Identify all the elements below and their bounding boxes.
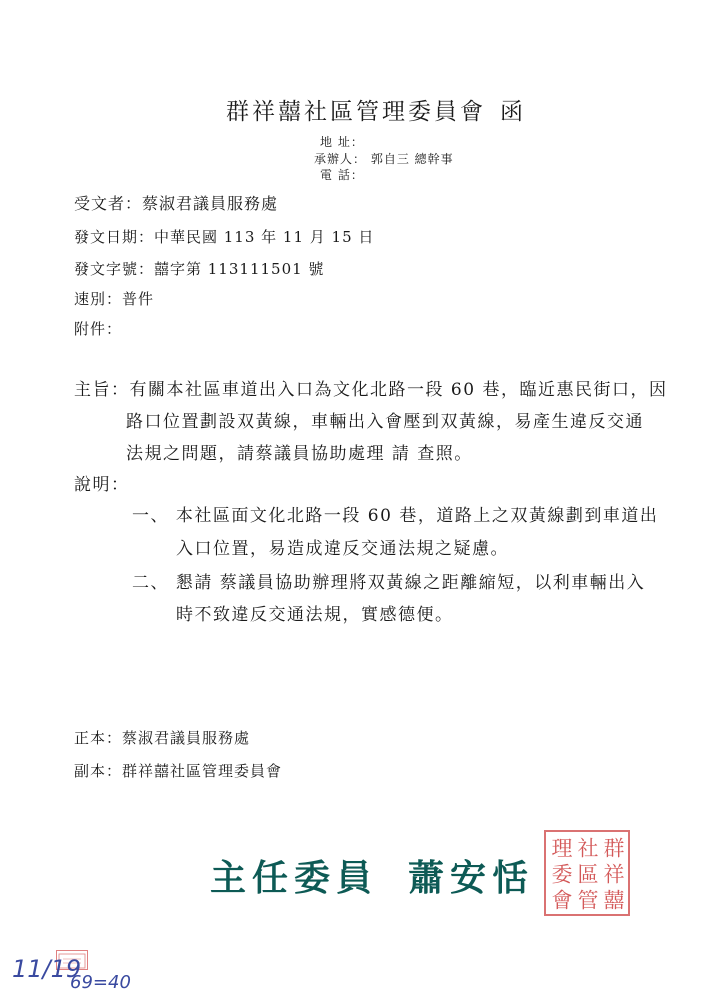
subject-line-3: 法規之問題，請蔡議員協助處理 請 查照。 bbox=[126, 444, 473, 464]
signature-name: 蕭安恬 bbox=[408, 858, 535, 899]
seal-char: 祥 bbox=[601, 862, 625, 884]
signature-block bbox=[210, 850, 534, 901]
doc-number-field: 發文字號：囍字第 113111501 號 bbox=[74, 260, 325, 278]
org-name: 群祥囍社區管理委員會 bbox=[226, 99, 486, 125]
seal-char: 囍 bbox=[601, 888, 625, 910]
handler-value: 郭自三 總幹事 bbox=[370, 152, 454, 166]
doc-type: 函 bbox=[500, 99, 526, 125]
seal-char: 理 bbox=[549, 836, 573, 858]
seal-char: 區 bbox=[575, 862, 599, 884]
official-seal bbox=[544, 830, 630, 916]
explanation-item-1-line-1: 一、 本社區面文化北路一段 60 巷，道路上之双黃線劃到車道出 bbox=[132, 506, 659, 526]
explanation-item-1-line-2: 入口位置，易造成違反交通法規之疑慮。 bbox=[176, 539, 509, 559]
document-title bbox=[226, 93, 526, 126]
phone-line bbox=[320, 166, 364, 183]
seal-char: 群 bbox=[601, 836, 625, 858]
subject-line-2: 路口位置劃設双黃線，車輛出入會壓到双黃線，易產生違反交通 bbox=[126, 412, 644, 432]
explanation-item-2-line-2: 時不致違反交通法規，實感德便。 bbox=[176, 605, 454, 625]
copy-recipient: 副本：群祥囍社區管理委員會 bbox=[74, 762, 283, 780]
seal-char: 委 bbox=[549, 862, 573, 884]
handwritten-note: 69=40 bbox=[70, 972, 131, 993]
seal-char: 會 bbox=[549, 888, 573, 910]
recipient-field: 受文者：蔡淑君議員服務處 bbox=[74, 194, 279, 213]
attachment-field: 附件： bbox=[74, 320, 123, 338]
seal-char: 社 bbox=[575, 836, 599, 858]
phone-label: 電 話： bbox=[320, 168, 364, 182]
handwritten-date: 11/19 bbox=[12, 955, 82, 983]
subject-line-1: 主旨：有關本社區車道出入口為文化北路一段 60 巷，臨近惠民街口，因 bbox=[74, 380, 668, 400]
date-field: 發文日期：中華民國 113 年 11 月 15 日 bbox=[74, 228, 375, 246]
seal-char: 管 bbox=[575, 888, 599, 910]
explanation-item-2-line-1: 二、 懇請 蔡議員協助辦理將双黃線之距離縮短，以利車輛出入 bbox=[132, 573, 646, 593]
original-recipient: 正本：蔡淑君議員服務處 bbox=[74, 729, 251, 747]
explanation-label: 說明： bbox=[74, 475, 130, 495]
address-line bbox=[320, 133, 364, 150]
address-label: 地 址： bbox=[320, 135, 364, 149]
speed-field: 速別：普件 bbox=[74, 290, 155, 308]
signature-title: 主任委員 bbox=[210, 858, 379, 899]
handler-line bbox=[314, 150, 454, 167]
handler-label: 承辦人： bbox=[314, 152, 367, 166]
